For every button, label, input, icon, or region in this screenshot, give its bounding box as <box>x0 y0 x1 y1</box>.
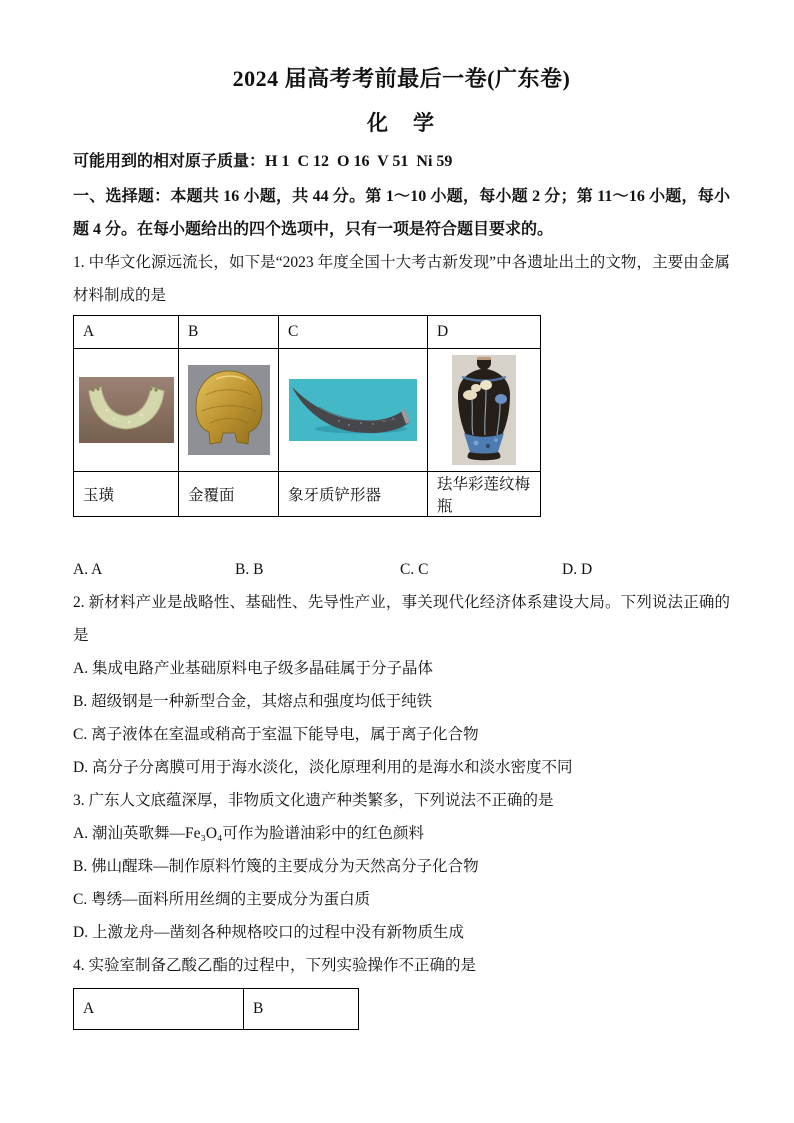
gold-funerary-mask-image <box>188 365 270 455</box>
jade-huang-pendant-image <box>79 377 174 443</box>
fahua-meiping-vase-image <box>452 355 516 465</box>
answer-option-a: A. A <box>73 561 103 578</box>
artifact-letter-a: A <box>74 316 179 349</box>
artifact-cell-c <box>279 349 428 472</box>
question-1-answer-options <box>73 553 730 586</box>
artifact-letter-b: B <box>179 316 279 349</box>
answer-option-d: D. D <box>562 561 593 578</box>
atomic-mass-note: 可能用到的相对原子质量：H 1 C 12 O 16 V 51 Ni 59 <box>73 153 453 170</box>
artifact-label-a: 玉璜 <box>74 472 179 517</box>
question-4-table <box>73 988 359 1030</box>
artifact-letter-d: D <box>428 316 541 349</box>
q4-cell-b: B <box>244 989 359 1030</box>
table-row <box>74 316 541 349</box>
question-3-option-a: A. 潮汕英歌舞—Fe₃O₄可作为脸谱油彩中的红色颜料 <box>73 825 424 842</box>
question-3-option-c: C. 粤绣—面料所用丝绸的主要成分为蛋白质 <box>73 891 371 908</box>
artifact-cell-d <box>428 349 541 472</box>
question-3-stem: 3. 广东人文底蕴深厚，非物质文化遗产种类繁多，下列说法不正确的是 <box>73 792 554 809</box>
artifact-label-c: 象牙质铲形器 <box>279 472 428 517</box>
page-title: 2024 届高考考前最后一卷(广东卷) <box>232 66 571 91</box>
table-row <box>74 989 359 1030</box>
table-row <box>74 349 541 472</box>
question-2-option-a: A. 集成电路产业基础原料电子级多晶硅属于分子晶体 <box>73 660 433 677</box>
question-1-artifact-table <box>73 315 541 517</box>
answer-option-b: B. B <box>235 561 264 578</box>
ivory-shovel-tool-image <box>289 379 417 441</box>
question-2-option-c: C. 离子液体在室温或稍高于室温下能导电，属于离子化合物 <box>73 726 479 743</box>
artifact-label-d: 珐华彩莲纹梅瓶 <box>428 472 541 517</box>
question-2-option-b: B. 超级钢是一种新型合金，其熔点和强度均低于纯铁 <box>73 693 433 710</box>
question-2-stem: 2. 新材料产业是战略性、基础性、先导性产业，事关现代化经济体系建设大局。下列说法正确的是 <box>73 594 730 644</box>
subject-title: 化 学 <box>367 111 436 135</box>
table-row <box>74 472 541 517</box>
section-1-header: 一、选择题：本题共 16 小题，共 44 分。第 1～10 小题，每小题 2 分；第 11～16 小题，每小题 4 分。在每小题给出的四个选项中，只有一项是符合题目要求的。 <box>73 188 730 238</box>
question-4-stem: 4. 实验室制备乙酸乙酯的过程中，下列实验操作不正确的是 <box>73 957 477 974</box>
artifact-cell-b <box>179 349 279 472</box>
question-3-option-d: D. 上激龙舟—凿刻各种规格咬口的过程中没有新物质生成 <box>73 924 464 941</box>
question-3-option-b: B. 佛山醒珠—制作原料竹篾的主要成分为天然高分子化合物 <box>73 858 479 875</box>
question-1-stem: 1. 中华文化源远流长，如下是“2023 年度全国十大考古新发现”中各遗址出土的文物，主要由金属材料制成的是 <box>73 254 730 304</box>
answer-option-c: C. C <box>400 561 429 578</box>
question-2-option-d: D. 高分子分离膜可用于海水淡化，淡化原理利用的是海水和淡水密度不同 <box>73 759 573 776</box>
q4-cell-a: A <box>74 989 244 1030</box>
artifact-cell-a <box>74 349 179 472</box>
artifact-label-b: 金覆面 <box>179 472 279 517</box>
artifact-letter-c: C <box>279 316 428 349</box>
